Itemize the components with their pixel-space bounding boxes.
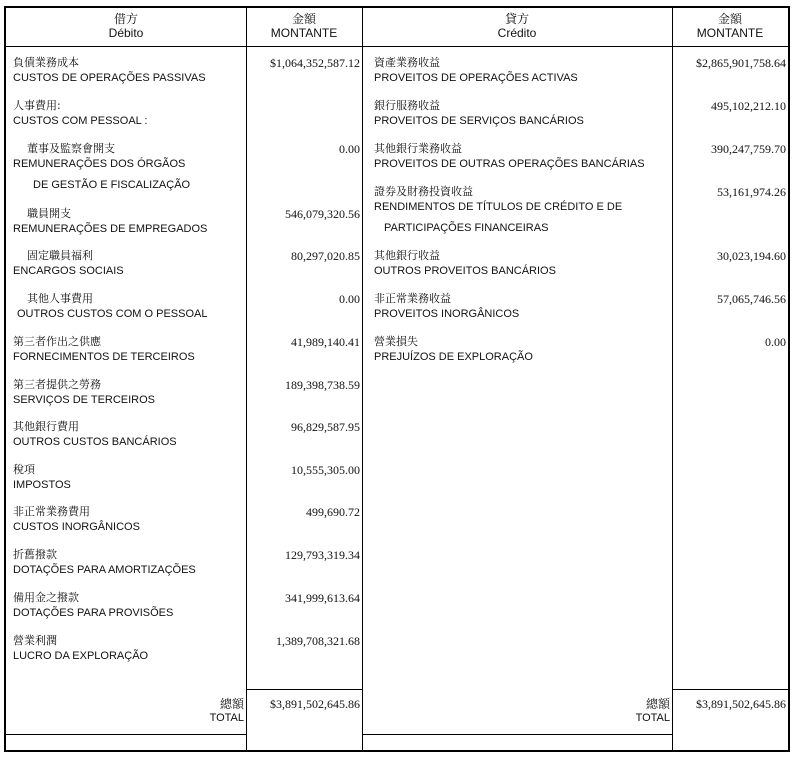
debit-item: [13, 634, 148, 663]
item-label-zh: 董事及監察會開支: [27, 142, 115, 155]
credit-item: [374, 142, 645, 171]
credit-amount: 57,065,746.56: [717, 292, 786, 306]
item-label-pt: CUSTOS DE OPERAÇÕES PASSIVAS: [13, 72, 206, 84]
item-label-pt: IMPOSTOS: [13, 479, 71, 491]
column-divider: [246, 8, 247, 750]
credit-item: [374, 335, 533, 364]
total-divider: [6, 734, 246, 735]
item-label-pt: PREJUÍZOS DE EXPLORAÇÃO: [374, 351, 533, 363]
debit-item: [13, 56, 206, 85]
credit-item: [374, 185, 622, 235]
debit-amount: 1,389,708,321.68: [276, 634, 360, 648]
item-label-zh: 營業損失: [374, 335, 418, 348]
credit-header: [362, 12, 672, 40]
debit-item: [13, 142, 190, 192]
debit-total-amount: $3,891,502,645.86: [270, 697, 360, 711]
item-label-zh: 證券及財務投資收益: [374, 185, 473, 198]
debit-item: [13, 99, 147, 128]
item-label-pt: PROVEITOS DE OUTRAS OPERAÇÕES BANCÁRIAS: [374, 158, 645, 170]
debit-item: [13, 378, 155, 407]
item-label-zh: 銀行服務收益: [374, 99, 440, 112]
debit-amount: 499,690.72: [306, 505, 360, 519]
column-divider: [672, 8, 673, 750]
item-label-pt: PROVEITOS DE SERVIÇOS BANCÁRIOS: [374, 115, 584, 127]
credit-header-pt: Crédito: [497, 26, 537, 40]
debit-total-label: [156, 697, 244, 725]
item-label-zh: 營業利潤: [13, 634, 57, 647]
credit-item: [374, 292, 519, 321]
header-divider: [6, 46, 788, 47]
debit-item: [13, 249, 124, 278]
debit-amount: 189,398,738.59: [285, 378, 360, 392]
item-label-pt: DOTAÇÕES PARA PROVISÕES: [13, 607, 174, 619]
item-label-zh: 第三者提供之勞務: [13, 378, 101, 391]
credit-total-amount: $3,891,502,645.86: [696, 697, 786, 711]
credit-item: [374, 56, 578, 85]
debit-amount: 80,297,020.85: [291, 249, 360, 263]
item-label-zh: 人事費用:: [13, 99, 61, 112]
item-label-pt: REMUNERAÇÕES DE EMPREGADOS: [13, 223, 208, 235]
item-label-zh: 稅項: [13, 463, 35, 476]
item-label-zh: 其他人事費用: [27, 292, 93, 305]
item-label-pt: OUTROS CUSTOS COM O PESSOAL: [17, 308, 208, 320]
credit-item: [374, 99, 584, 128]
debit-item: [13, 463, 71, 492]
credit-amount: 30,023,194.60: [717, 249, 786, 263]
item-label-pt: PROVEITOS DE OPERAÇÕES ACTIVAS: [374, 72, 578, 84]
debit-amount: 41,989,140.41: [291, 335, 360, 349]
item-label-zh: 固定職員福利: [27, 249, 93, 262]
total-label-pt: TOTAL: [635, 712, 670, 724]
item-label-zh: 折舊撥款: [13, 548, 57, 561]
item-label-zh: 負債業務成本: [13, 56, 79, 69]
item-label-pt-continued: PARTICIPAÇÕES FINANCEIRAS: [384, 222, 549, 234]
debit-amount: 546,079,320.56: [285, 207, 360, 221]
item-label-zh: 非正常業務收益: [374, 292, 451, 305]
item-label-zh: 備用金之撥款: [13, 591, 79, 604]
credit-amount: 495,102,212.10: [711, 99, 786, 113]
debit-item: [13, 335, 195, 364]
credit-header-zh: 貸方: [504, 12, 529, 26]
item-label-pt: DOTAÇÕES PARA AMORTIZAÇÕES: [13, 564, 196, 576]
item-label-pt: ENCARGOS SOCIAIS: [13, 265, 124, 277]
item-label-pt: LUCRO DA EXPLORAÇÃO: [13, 650, 149, 662]
debit-amount-header: [246, 12, 362, 40]
debit-item: [13, 420, 177, 449]
item-label-zh: 第三者作出之供應: [13, 335, 101, 348]
item-label-pt: PROVEITOS INORGÂNICOS: [374, 308, 520, 320]
item-label-pt: OUTROS PROVEITOS BANCÁRIOS: [374, 265, 556, 277]
item-label-zh: 其他銀行業務收益: [374, 142, 462, 155]
debit-amount: 129,793,319.34: [285, 548, 360, 562]
amount-header-pt: MONTANTE: [696, 26, 764, 40]
total-divider: [246, 689, 362, 690]
debit-item: [13, 548, 196, 577]
item-label-zh: 非正常業務費用: [13, 505, 90, 518]
debit-amount: 341,999,613.64: [285, 591, 360, 605]
item-label-pt: CUSTOS COM PESSOAL :: [13, 115, 148, 127]
income-statement-table: [4, 6, 790, 752]
item-label-pt-continued: DE GESTÃO E FISCALIZAÇÃO: [33, 179, 191, 191]
item-label-zh: 其他銀行收益: [374, 249, 440, 262]
credit-item: [374, 249, 556, 278]
total-divider: [672, 689, 788, 690]
total-divider: [362, 734, 672, 735]
item-label-pt: FORNECIMENTOS DE TERCEIROS: [13, 351, 195, 363]
debit-item: [13, 505, 140, 534]
credit-total-label: [582, 697, 670, 725]
debit-item: [13, 292, 208, 321]
debit-amount: 0.00: [339, 292, 360, 306]
debit-item: [13, 591, 173, 620]
item-label-zh: 職員開支: [27, 207, 71, 220]
item-label-zh: 資產業務收益: [374, 56, 440, 69]
credit-amount: $2,865,901,758.64: [696, 56, 786, 70]
debit-item: [13, 207, 207, 236]
item-label-zh: 其他銀行費用: [13, 420, 79, 433]
debit-amount: 96,829,587.95: [291, 420, 360, 434]
column-divider: [362, 8, 363, 750]
debit-header: [6, 12, 246, 40]
amount-header-zh: 金額: [291, 12, 316, 26]
amount-header-pt: MONTANTE: [270, 26, 338, 40]
item-label-pt: REMUNERAÇÕES DOS ÓRGÃOS: [13, 158, 186, 170]
credit-amount: 390,247,759.70: [711, 142, 786, 156]
credit-amount: 0.00: [765, 335, 786, 349]
total-label-zh: 總額: [645, 697, 670, 711]
credit-amount-header: [672, 12, 788, 40]
total-label-zh: 總額: [219, 697, 244, 711]
debit-header-zh: 借方: [113, 12, 138, 26]
total-label-pt: TOTAL: [209, 712, 244, 724]
debit-amount: $1,064,352,587.12: [270, 56, 360, 70]
amount-header-zh: 金額: [717, 12, 742, 26]
debit-amount: 10,555,305.00: [291, 463, 360, 477]
item-label-pt: RENDIMENTOS DE TÍTULOS DE CRÉDITO E DE: [374, 201, 623, 213]
debit-header-pt: Débito: [108, 26, 144, 40]
item-label-pt: SERVIÇOS DE TERCEIROS: [13, 394, 156, 406]
credit-amount: 53,161,974.26: [717, 185, 786, 199]
debit-amount: 0.00: [339, 142, 360, 156]
item-label-pt: OUTROS CUSTOS BANCÁRIOS: [13, 436, 177, 448]
item-label-pt: CUSTOS INORGÂNICOS: [13, 521, 140, 533]
